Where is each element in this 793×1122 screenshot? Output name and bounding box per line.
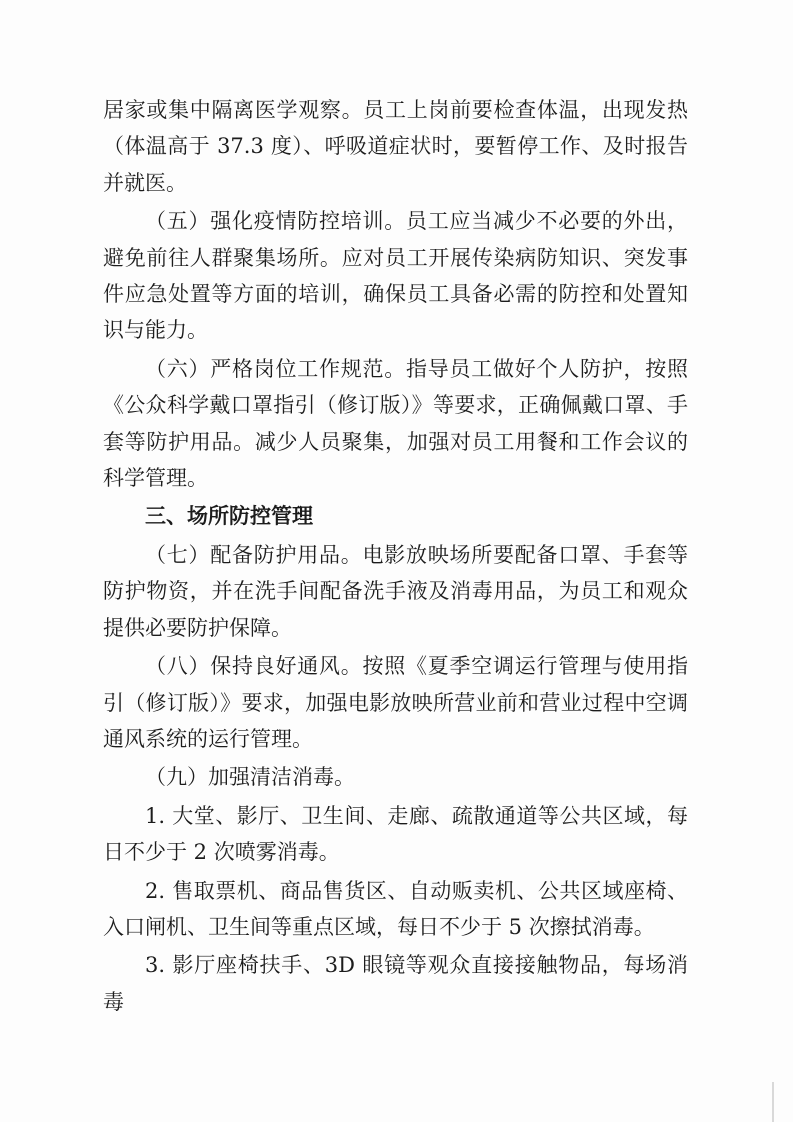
paragraph-continued: 居家或集中隔离医学观察。员工上岗前要检查体温，出现发热（体温高于 37.3 度）、呼吸道症状时，要暂停工作、及时报告并就医。 xyxy=(103,98,688,195)
paragraph-item-8: （八）保持良好通风。按照《夏季空调运行管理与使用指引（修订版）》要求，加强电影放映所营业前和营业过程中空调通风系统的运行管理。 xyxy=(103,654,688,751)
paragraph-subitem-3: 3. 影厅座椅扶手、3D 眼镜等观众直接接触物品，每场消毒 xyxy=(103,953,688,1014)
paragraph-item-9: （九）加强清洁消毒。 xyxy=(145,765,355,790)
document-body xyxy=(103,92,688,1020)
paragraph-item-7: （七）配备防护用品。电影放映场所要配备口罩、手套等防护物资，并在洗手间配备洗手液及消毒用品，为员工和观众提供必要防护保障。 xyxy=(103,542,688,640)
scan-edge-mark xyxy=(772,1082,774,1122)
paragraph-item-5: （五）强化疫情防控培训。员工应当减少不必要的外出，避免前往人群聚集场所。应对员工开展传染病防知识、突发事件应急处置等方面的培训，确保员工具备必需的防控和处置知识与能力。 xyxy=(103,209,688,343)
paragraph-subitem-1: 1. 大堂、影厅、卫生间、走廊、疏散通道等公共区域，每日不少于 2 次喷雾消毒。 xyxy=(103,803,688,865)
paragraph-subitem-2: 2. 售取票机、商品售货区、自动贩卖机、公共区域座椅、入口闸机、卫生间等重点区域，每日不少于 5 次擦拭消毒。 xyxy=(103,878,688,939)
paragraph-item-6: （六）严格岗位工作规范。指导员工做好个人防护，按照《公众科学戴口罩指引（修订版）》等要求，正确佩戴口罩、手套等防护用品。减少人员聚集，加强对员工用餐和工作会议的科学管理。 xyxy=(103,356,688,491)
section-heading-3: 三、场所防控管理 xyxy=(145,504,313,529)
